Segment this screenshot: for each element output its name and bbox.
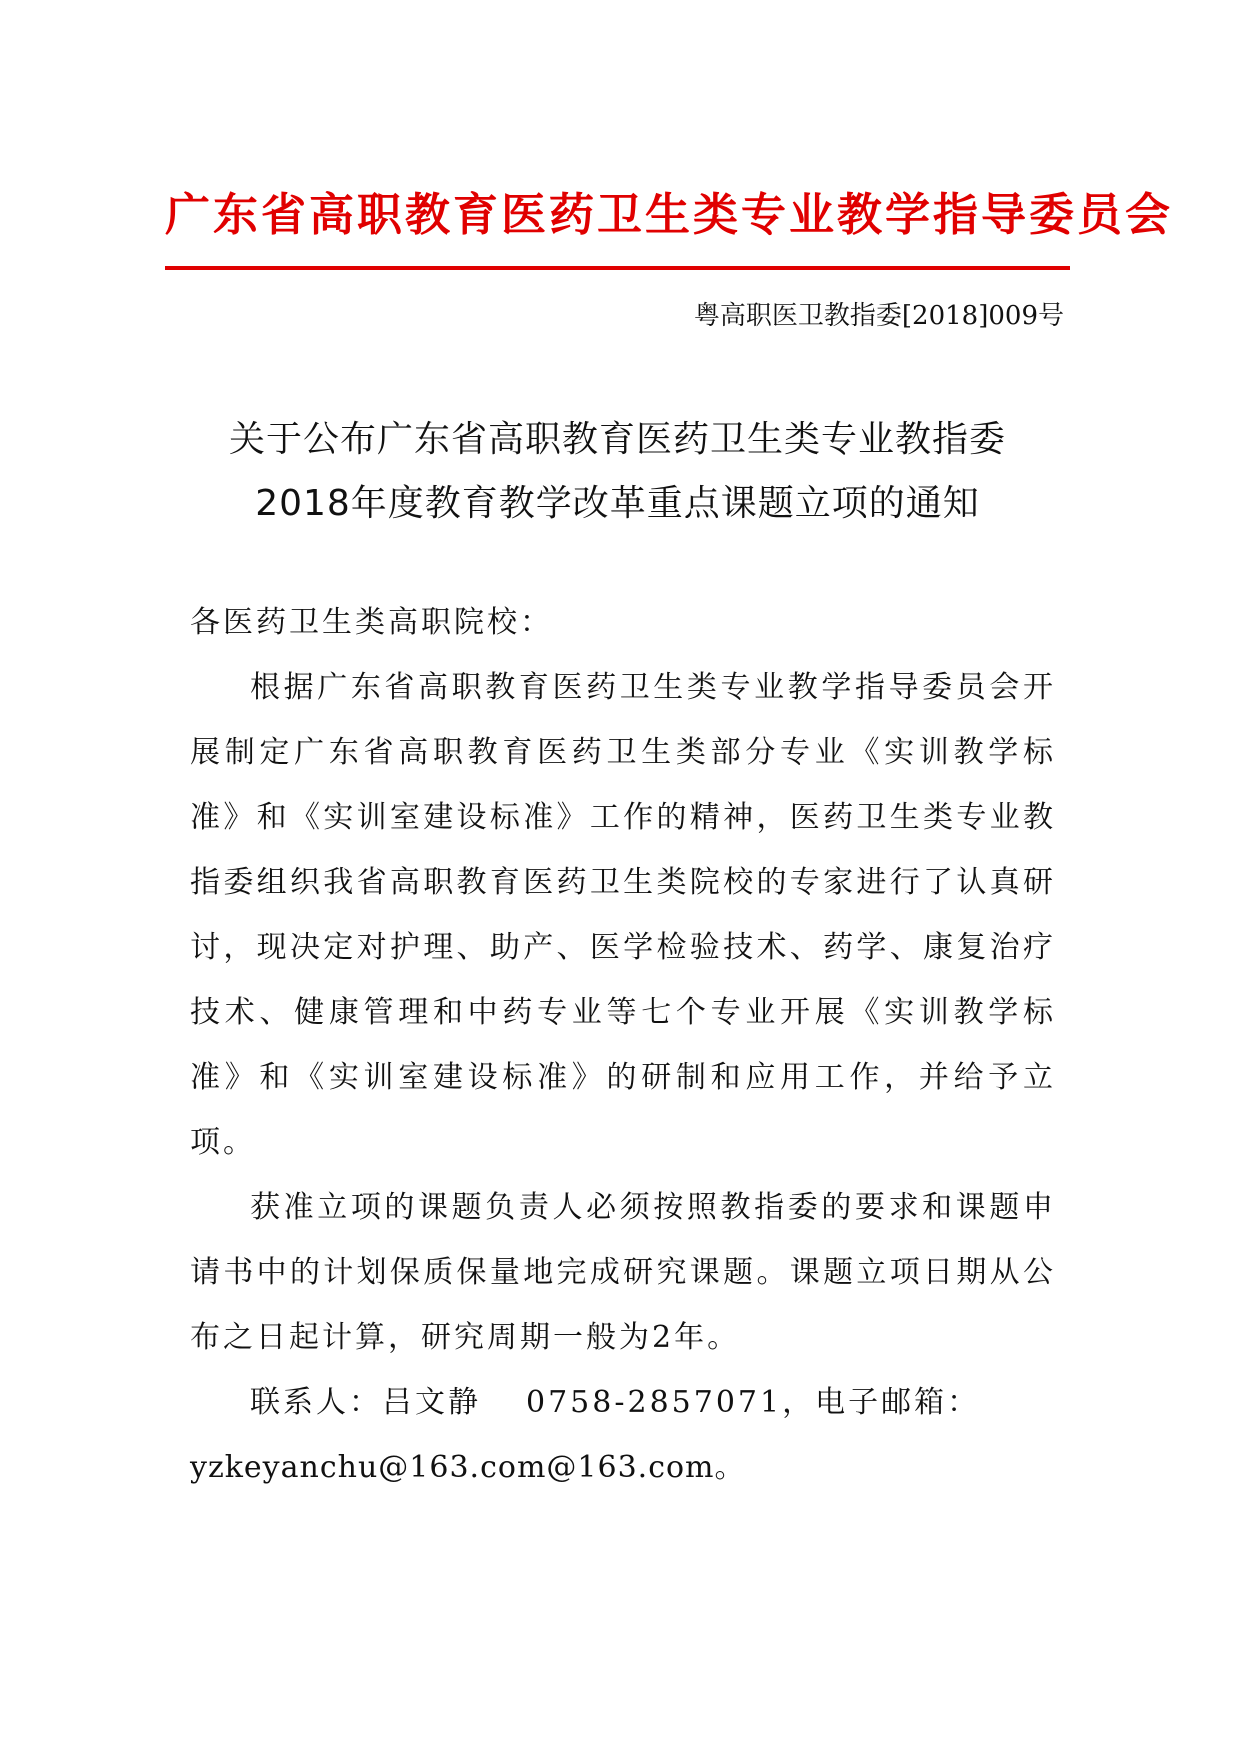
notice-title-line-1: 关于公布广东省高职教育医药卫生类专业教指委 xyxy=(228,419,1006,460)
contact-person: 联系人：吕文静 xyxy=(250,1385,481,1420)
paragraph-2: 获准立项的课题负责人必须按照教指委的要求和课题申请书中的计划保质保量地完成研究课题。课题立项日期从公布之日起计算，研究周期一般为2年。 xyxy=(190,1190,1056,1355)
notice-body xyxy=(190,590,1056,1500)
contact-line xyxy=(190,1370,1056,1435)
contact-email: yzkeyanchu@163.com@163.com。 xyxy=(190,1450,746,1485)
notice-title-line-2: 2018年度教育教学改革重点课题立项的通知 xyxy=(255,483,980,524)
notice-title xyxy=(165,408,1070,536)
paragraph-1: 根据广东省高职教育医药卫生类专业教学指导委员会开展制定广东省高职教育医药卫生类部分专业《实训教学标准》和《实训室建设标准》工作的精神，医药卫生类专业教指委组织我省高职教育医药卫生类院校的专家进行了认真研讨，现决定对护理、助产、医学检验技术、药学、康复治疗技术、健康管理和中药专业等七个专业开展《实训教学标准》和《实训室建设标准》的研制和应用工作，并给予立项。 xyxy=(190,670,1056,1160)
contact-phone: 0758-2857071，电子邮箱： xyxy=(526,1385,981,1420)
document-number: 粤高职医卫教指委[2018]009号 xyxy=(693,301,1064,331)
salutation: 各医药卫生类高职院校： xyxy=(190,605,553,640)
red-divider-line xyxy=(165,266,1070,270)
organization-title: 广东省高职教育医药卫生类专业教学指导委员会 xyxy=(165,188,1174,241)
